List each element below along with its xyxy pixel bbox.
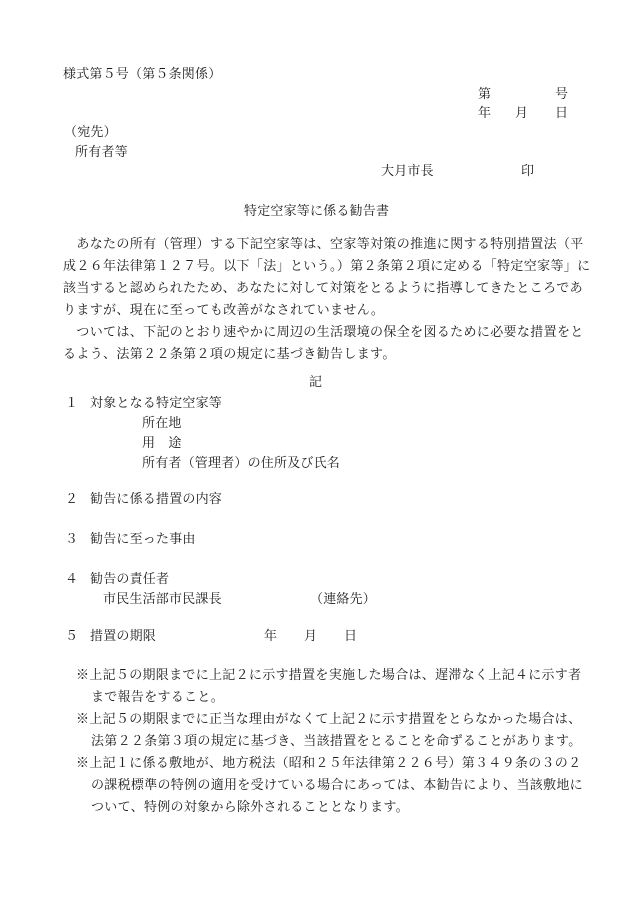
- form-label: 様式第５号（第５条関係）: [63, 67, 222, 82]
- addressee-name: 所有者等: [75, 145, 128, 160]
- addressee-label: （宛先）: [64, 125, 117, 140]
- document-title: 特定空家等に係る勧告書: [244, 204, 390, 219]
- body-line: あなたの所有（管理）する下記空家等は、空家等対策の推進に関する特別措置法（平: [63, 237, 584, 252]
- note-line: ※上記５の期限までに正当な理由がなくて上記２に示す措置をとらなかった場合は、: [76, 712, 582, 727]
- doc-date-month: 月: [515, 106, 529, 121]
- item-5-number: ５: [65, 629, 79, 644]
- note-line: ※上記５の期限までに上記２に示す措置を実施した場合は、遅滞なく上記４に示す者: [76, 668, 582, 683]
- ki-heading: 記: [309, 375, 323, 390]
- note-2: [76, 709, 582, 753]
- item-5-day: 日: [344, 629, 358, 644]
- issuer-name: 大月市長: [381, 164, 434, 179]
- item-5-month: 月: [304, 629, 318, 644]
- note-1: [76, 665, 582, 709]
- body-line: ついては、下記のとおり速やかに周辺の生活環境の保全を図るために必要な措置をと: [63, 325, 584, 340]
- item-2-label: 勧告に係る措置の内容: [90, 492, 223, 507]
- doc-date-year: 年: [478, 106, 492, 121]
- issuer-seal: 印: [521, 164, 535, 179]
- note-line: まで報告をすること。: [91, 690, 225, 705]
- note-line: の課税標準の特例の適用を受けている場合にあっては、本勧告により、当該敷地に: [91, 778, 583, 793]
- item-4-number: ４: [65, 572, 79, 587]
- item-1-sub-owner: 所有者（管理者）の住所及び氏名: [142, 456, 341, 471]
- item-1-number: １: [65, 396, 79, 411]
- body-line: 該当すると認められたため、あなたに対して対策をとるように指導してきたところであ: [63, 281, 584, 296]
- note-line: ついて、特例の対象から除外されることとなります。: [91, 800, 409, 815]
- item-3-label: 勧告に至った事由: [90, 532, 196, 547]
- doc-date-day: 日: [555, 106, 569, 121]
- item-3-number: ３: [65, 532, 79, 547]
- doc-number-go: 号: [555, 87, 569, 102]
- note-line: ※上記１に係る敷地が、地方税法（昭和２５年法律第２２６号）第３４９条の３の２: [76, 756, 582, 771]
- note-line: 法第２２条第３項の規定に基づき、当該措置をとることを命ずることがあります。: [91, 734, 582, 749]
- item-5-year: 年: [264, 629, 278, 644]
- body-text: [63, 234, 591, 366]
- item-4-contact: （連絡先）: [310, 592, 377, 607]
- item-5-label: 措置の期限: [90, 629, 157, 644]
- item-4-officer: 市民生活部市民課長: [103, 592, 222, 607]
- body-line: 成２６年法律第１２７号。以下「法」という。）第２条第２項に定める「特定空家等」に: [63, 259, 591, 274]
- item-1-sub-location: 所在地: [142, 416, 182, 431]
- item-2-number: ２: [65, 492, 79, 507]
- body-line: りますが、現在に至っても改善がなされていません。: [63, 303, 385, 318]
- item-1-sub-use: 用 途: [142, 436, 182, 451]
- item-1-label: 対象となる特定空家等: [90, 396, 223, 411]
- item-4-label: 勧告の責任者: [90, 572, 170, 587]
- note-3: [76, 753, 583, 819]
- body-line: るよう、法第２２条第２項の規定に基づき勧告します。: [63, 347, 396, 362]
- doc-number-dai: 第: [478, 87, 492, 102]
